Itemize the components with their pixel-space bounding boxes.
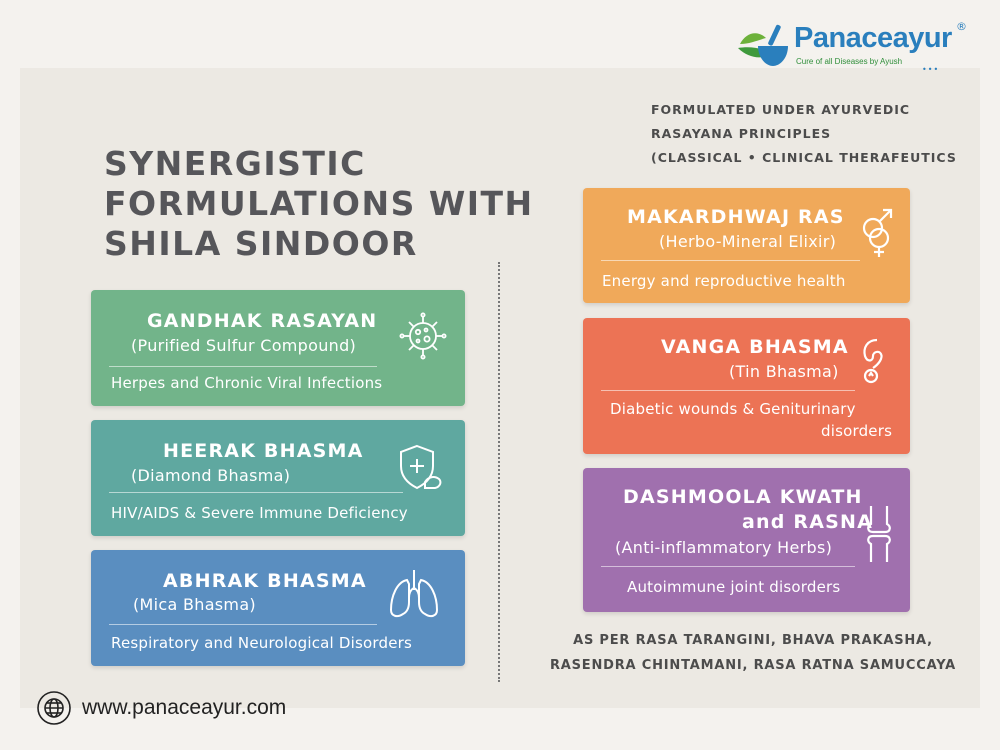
formulation-card-gandhak-rasayan (91, 290, 465, 406)
title-line: FORMULATIONS WITH (104, 184, 534, 223)
card-use: disorders (821, 422, 893, 440)
references (528, 628, 978, 678)
title-line: SHILA SINDOOR (104, 224, 418, 263)
card-rule (601, 390, 855, 391)
title-line: SYNERGISTIC (104, 144, 366, 183)
principles-line: RASAYANA PRINCIPLES (651, 126, 832, 141)
card-title: ABHRAK BHASMA (163, 570, 367, 592)
mortar-leaf-icon (736, 22, 792, 68)
formulation-card-dashmoola-kwath-rasna (583, 468, 910, 612)
formulation-card-vanga-bhasma (583, 318, 910, 454)
card-rule (601, 260, 860, 261)
card-title: and RASNA (742, 511, 873, 533)
card-use: Energy and reproductive health (602, 272, 846, 290)
card-use: Diabetic wounds & Geniturinary (610, 400, 856, 418)
card-subtitle: (Tin Bhasma) (729, 362, 839, 381)
principles-line: (CLASSICAL • CLINICAL THERAFEUTICS (651, 150, 957, 165)
card-subtitle: (Herbo-Mineral Elixir) (659, 232, 837, 251)
brand-tagline: Cure of all Diseases by Ayush (796, 57, 903, 66)
card-title: MAKARDHWAJ RAS (627, 206, 845, 228)
card-subtitle: (Purified Sulfur Compound) (131, 336, 357, 355)
card-rule (601, 566, 855, 567)
card-use: Respiratory and Neurological Disorders (111, 634, 413, 652)
card-use: Herpes and Chronic Viral Infections (111, 374, 383, 392)
formulation-card-heerak-bhasma (91, 420, 465, 536)
gender-symbols-icon (857, 206, 903, 258)
card-title: HEERAK BHASMA (163, 440, 364, 462)
card-use: Autoimmune joint disorders (627, 578, 841, 596)
brand-logo (736, 20, 976, 72)
card-subtitle: (Mica Bhasma) (133, 595, 256, 614)
card-rule (109, 366, 377, 367)
card-title: VANGA BHASMA (661, 336, 849, 358)
globe-icon (36, 690, 72, 726)
principles-line: FORMULATED UNDER AYURVEDIC (651, 102, 911, 117)
website-link[interactable]: www.panaceayur.com (82, 696, 287, 719)
knee-joint-icon (861, 504, 897, 564)
references-line: AS PER RASA TARANGINI, BHAVA PRAKASHA, (573, 633, 933, 648)
card-rule (109, 492, 403, 493)
column-divider (498, 262, 500, 682)
shield-plus-icon (395, 442, 447, 492)
virus-icon (399, 312, 447, 360)
references-line: RASENDRA CHINTAMANI, RASA RATNA SAMUCCAYA (549, 658, 957, 673)
brand-name: Panaceayur (794, 22, 952, 54)
principles-note (651, 98, 957, 170)
card-subtitle: (Diamond Bhasma) (131, 466, 291, 485)
card-title: DASHMOOLA KWATH (623, 486, 863, 508)
lungs-icon (387, 568, 441, 620)
card-title: GANDHAK RASAYAN (147, 310, 378, 332)
formulation-card-makardhwaj-ras (583, 188, 910, 303)
kidney-icon (857, 336, 897, 386)
card-subtitle: (Anti-inflammatory Herbs) (615, 538, 833, 557)
page-title (104, 144, 534, 264)
card-rule (109, 624, 377, 625)
formulation-card-abhrak-bhasma (91, 550, 465, 666)
registered-mark: ® (956, 20, 967, 33)
brand-dots: ••• (922, 65, 940, 74)
card-use: HIV/AIDS & Severe Immune Deficiency (111, 504, 408, 522)
